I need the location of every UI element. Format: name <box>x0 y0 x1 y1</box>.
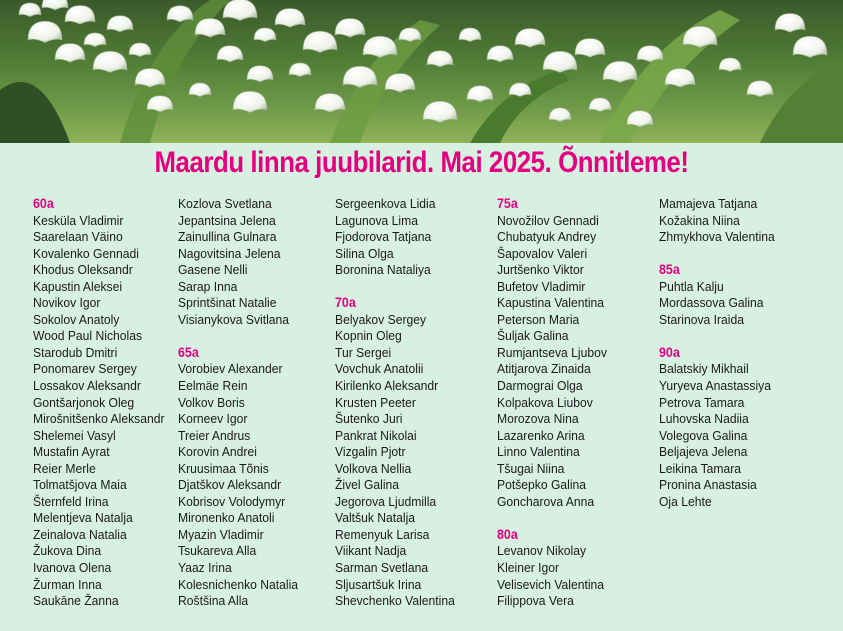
spacer <box>659 328 824 345</box>
celebrant-name: Kolesnichenko Natalia <box>178 576 299 592</box>
celebrant-name: Kovalenko Gennadi <box>33 245 139 261</box>
flower-bell <box>637 46 663 62</box>
flower-bell <box>515 29 545 48</box>
celebrant-name: Sokolov Anatoly <box>33 311 120 327</box>
flower-bell <box>189 83 211 97</box>
celebrant-name: Velisevich Valentina <box>497 576 605 592</box>
celebrant-name: Potšepko Galina <box>497 477 587 493</box>
celebrant-name: Sprintšinat Natalie <box>178 295 277 311</box>
age-group-header: 80a <box>497 526 518 542</box>
flower-bell <box>747 81 773 97</box>
celebrant-name: Linno Valentina <box>497 444 580 460</box>
flower-bell <box>84 33 106 47</box>
celebrant-name: Jepantsina Jelena <box>178 212 276 228</box>
column-5 <box>659 196 824 510</box>
celebrant-name: Mironenko Anatoli <box>178 510 275 526</box>
celebrant-name: Djatškov Aleksandr <box>178 477 282 493</box>
flower-bell <box>543 51 577 72</box>
celebrant-name: Ivanova Olena <box>33 560 112 576</box>
flower-bell <box>55 44 85 63</box>
celebrant-name: Sljusartšuk Irina <box>335 576 422 592</box>
celebrant-name: Pronina Anastasia <box>659 477 757 493</box>
celebrant-name: Šapovalov Valeri <box>497 245 588 261</box>
flower-bell <box>509 83 531 97</box>
celebrant-name: Zhmykhova Valentina <box>659 229 775 245</box>
celebrant-name: Fjodorova Tatjana <box>335 229 432 245</box>
flower-bell <box>423 101 457 122</box>
flower-bell <box>233 91 267 112</box>
flower-bell <box>603 61 637 82</box>
celebrant-name: Yuryeva Anastassiya <box>659 378 771 394</box>
celebrant-name: Tur Sergei <box>335 344 392 360</box>
spacer <box>659 246 824 263</box>
celebrant-name: Valtšuk Natalja <box>335 510 416 526</box>
celebrant-name: Kapustina Valentina <box>497 295 605 311</box>
celebrant-name: Lazarenko Arina <box>497 427 585 443</box>
celebrant-name: Filippova Vera <box>497 593 574 609</box>
celebrant-name: Visianykova Svitlana <box>178 311 290 327</box>
flower-bell <box>719 58 741 72</box>
celebrant-name: Volegova Galina <box>659 427 748 443</box>
celebrant-name: Peterson Maria <box>497 311 580 327</box>
celebrant-name: Novikov Igor <box>33 295 101 311</box>
flower-bell <box>303 31 337 52</box>
flower-bell <box>459 28 481 42</box>
celebrant-name: Gontšarjonok Oleg <box>33 394 135 410</box>
celebrant-name: Korovin Andrei <box>178 444 257 460</box>
flower-bell <box>19 3 41 17</box>
page-title: Maardu linna juubilarid. Mai 2025. Õnnitleme! <box>154 146 689 179</box>
celebrant-name: Jurtšenko Viktor <box>497 262 584 278</box>
celebrant-name: Puhtla Kalju <box>659 278 724 294</box>
flower-bell <box>217 46 243 62</box>
flower-bell <box>223 0 257 21</box>
flower-bell <box>487 46 513 62</box>
celebrant-name: Silina Olga <box>335 245 394 261</box>
flower-bell <box>28 21 62 42</box>
celebrant-name: Sarman Svetlana <box>335 560 429 576</box>
flower-bell <box>129 43 151 57</box>
spacer <box>178 328 343 345</box>
flower-bell <box>793 36 827 57</box>
celebrant-name: Zeinalova Natalia <box>33 526 127 542</box>
flower-bell <box>247 66 273 82</box>
celebrant-name: Mirošnitšenko Aleksandr <box>33 411 165 427</box>
celebrant-name: Krusten Peeter <box>335 394 416 410</box>
celebrant-name: Atitjarova Zinaida <box>497 361 591 377</box>
flower-bell <box>65 6 95 25</box>
celebrant-name: Kruusimaa Tõnis <box>178 460 269 476</box>
celebrant-name: Kolpakova Liubov <box>497 394 593 410</box>
celebrant-name: Kleiner Igor <box>497 560 560 576</box>
flower-bell <box>93 51 127 72</box>
lily-of-the-valley-photo <box>0 0 843 143</box>
celebrant-name: Zainullina Gulnara <box>178 229 277 245</box>
celebrant-name: Saukāne Žanna <box>33 593 119 609</box>
celebrant-name: Kopnin Oleg <box>335 328 402 344</box>
celebrant-name: Balatskiy Mikhail <box>659 361 749 377</box>
celebrant-name: Leikina Tamara <box>659 460 742 476</box>
celebrant-name: Vorobiev Alexander <box>178 361 283 377</box>
age-group-header: 70a <box>335 295 356 311</box>
celebrant-name: Treier Andrus <box>178 427 251 443</box>
celebrant-name: Eelmäe Rein <box>178 378 248 394</box>
celebrant-name: Bufetov Vladimir <box>497 278 586 294</box>
flower-bell <box>42 0 68 10</box>
flower-bell <box>315 94 345 113</box>
celebrant-name: Kapustin Aleksei <box>33 278 123 294</box>
celebrant-name: Šutenko Juri <box>335 411 403 427</box>
celebrant-name: Mamajeva Tatjana <box>659 196 758 211</box>
celebrant-name: Belyakov Sergey <box>335 311 427 327</box>
flower-bell <box>575 39 605 58</box>
flower-bell <box>335 19 365 38</box>
spacer <box>335 279 500 296</box>
age-group-header: 85a <box>659 262 680 278</box>
celebrant-name: Petrova Tamara <box>659 394 745 410</box>
flower-bell <box>589 98 611 112</box>
age-group-header: 90a <box>659 344 680 360</box>
celebrant-name: Vizgalin Pjotr <box>335 444 406 460</box>
celebrant-name: Kozlova Svetlana <box>178 196 272 211</box>
celebrant-name: Žurman Inna <box>33 576 102 592</box>
celebrant-name: Pankrat Nikolai <box>335 427 417 443</box>
celebrant-name: Kobrisov Volodymyr <box>178 493 286 509</box>
flower-bell <box>254 28 276 42</box>
flower-bell <box>107 16 133 32</box>
celebrant-name: Darmograi Olga <box>497 378 583 394</box>
column-4 <box>497 196 662 610</box>
celebrant-name: Oja Lehte <box>659 493 712 509</box>
celebrant-name: Sergeenkova Lidia <box>335 196 436 211</box>
celebrant-name: Korneev Igor <box>178 411 248 427</box>
celebrant-name: Boronina Nataliya <box>335 262 431 278</box>
celebrant-name: Wood Paul Nicholas <box>33 328 143 344</box>
column-3 <box>335 196 500 610</box>
celebrant-name: Luhovska Nadiia <box>659 411 749 427</box>
celebrant-name: Morozova Nina <box>497 411 579 427</box>
celebrant-name: Živel Galina <box>335 477 400 493</box>
celebrant-name: Reier Merle <box>33 460 96 476</box>
celebrant-name: Starodub Dmitri <box>33 344 118 360</box>
celebrant-name: Goncharova Anna <box>497 493 595 509</box>
celebrant-name: Mustafin Ayrat <box>33 444 110 460</box>
celebrant-name: Shevchenko Valentina <box>335 593 455 609</box>
celebrant-name: Saarelaan Väino <box>33 229 123 245</box>
celebrant-name: Volkova Nellia <box>335 460 412 476</box>
celebrant-name: Melentjeva Natalja <box>33 510 133 526</box>
celebrant-name: Roštšina Alla <box>178 593 249 609</box>
celebrant-name: Tšugai Niina <box>497 460 565 476</box>
flower-bell <box>399 28 421 42</box>
celebrant-name: Lagunova Lima <box>335 212 418 228</box>
celebrant-name: Tsukareva Alla <box>178 543 257 559</box>
celebrant-name: Šuljak Galina <box>497 328 569 344</box>
flower-bell <box>275 9 305 28</box>
flower-bell <box>549 108 571 122</box>
celebrant-name: Myazin Vladimir <box>178 526 264 542</box>
flower-bell <box>167 6 193 22</box>
celebrant-name: Shelemei Vasyl <box>33 427 116 443</box>
column-1 <box>33 196 198 610</box>
celebrant-name: Lossakov Aleksandr <box>33 378 141 394</box>
celebrant-name: Khodus Oleksandr <box>33 262 133 278</box>
celebrant-name: Šternfeld Irina <box>33 493 109 509</box>
spacer <box>497 510 662 527</box>
flower-bell <box>467 86 493 102</box>
flowers-illustration <box>0 0 843 143</box>
celebrant-name: Beljajeva Jelena <box>659 444 748 460</box>
flower-bell <box>775 14 805 33</box>
celebrant-name: Levanov Nikolay <box>497 543 587 559</box>
celebrant-name: Volkov Boris <box>178 394 245 410</box>
celebrant-name: Kirilenko Aleksandr <box>335 378 439 394</box>
celebrant-name: Vovchuk Anatolii <box>335 361 424 377</box>
celebrant-name: Yaaz Irina <box>178 560 232 576</box>
celebrant-name: Ponomarev Sergey <box>33 361 137 377</box>
celebrant-name: Kožakina Niina <box>659 212 740 228</box>
flower-bell <box>289 63 311 77</box>
celebrant-name: Tolmatšjova Maia <box>33 477 127 493</box>
age-group-header: 75a <box>497 196 518 211</box>
celebrant-name: Sarap Inna <box>178 278 238 294</box>
celebrant-name: Jegorova Ljudmilla <box>335 493 437 509</box>
flower-bell <box>427 51 453 67</box>
celebrant-name: Nagovitsina Jelena <box>178 245 281 261</box>
age-group-header: 60a <box>33 196 54 211</box>
celebrant-name: Rumjantseva Ljubov <box>497 344 607 360</box>
celebrant-name: Starinova Iraida <box>659 311 744 327</box>
column-2 <box>178 196 343 610</box>
age-group-header: 65a <box>178 344 199 360</box>
celebrant-name: Gasene Nelli <box>178 262 248 278</box>
celebrant-name: Remenyuk Larisa <box>335 526 430 542</box>
celebrant-name: Kesküla Vladimir <box>33 212 124 228</box>
celebrant-name: Chubatyuk Andrey <box>497 229 597 245</box>
celebrant-name: Novožilov Gennadi <box>497 212 599 228</box>
flower-bell <box>363 36 397 57</box>
celebrant-name: Viikant Nadja <box>335 543 407 559</box>
celebrant-name: Žukova Dina <box>33 543 102 559</box>
celebrant-name: Mordassova Galina <box>659 295 764 311</box>
